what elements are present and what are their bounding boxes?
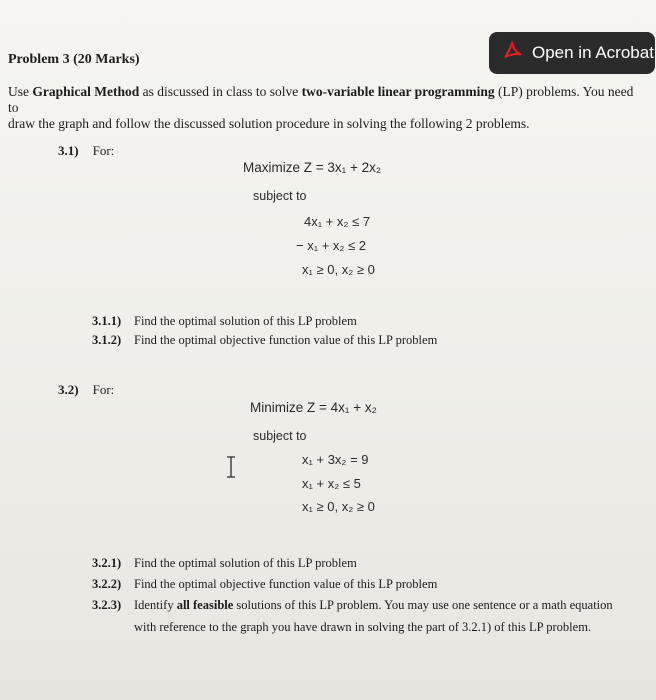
intro-line2: draw the graph and follow the discussed solution procedure in solving the following 2 problems. (8, 116, 530, 131)
q1-subpart-1-text: Find the optimal solution of this LP problem (134, 314, 357, 328)
intro-rest: (LP) problems. You need to (8, 84, 634, 115)
intro-mid: as discussed in class to solve (139, 84, 302, 99)
q1-subpart-1-num: 3.1.1) (92, 314, 122, 328)
open-in-acrobat-button[interactable] (489, 32, 655, 74)
q2-subpart-3 (92, 598, 632, 613)
q2-constraint-2: x₁ + x₂ ≤ 5 (302, 476, 361, 491)
problem-intro (8, 84, 638, 132)
q2-subpart-3-num: 3.2.3) (92, 598, 122, 612)
q2-number: 3.2) (58, 382, 79, 397)
q2-subpart-3-prefix: Identify (134, 598, 177, 612)
q2-subpart-2-text: Find the optimal objective function value of this LP problem (134, 577, 438, 591)
q1-subject-to: subject to (253, 189, 307, 203)
q2-subpart-3-rest: solutions of this LP problem. You may use one sentence or a math equation (233, 598, 613, 612)
intro-method: Graphical Method (32, 84, 140, 99)
q2-subject-to: subject to (253, 429, 307, 443)
q2-objective: Minimize Z = 4x₁ + x₂ (250, 400, 377, 415)
q1-objective: Maximize Z = 3x₁ + 2x₂ (243, 160, 382, 175)
open-in-acrobat-label: Open in Acrobat (532, 43, 654, 62)
q1-number: 3.1) (58, 143, 79, 158)
q1-for: For: (92, 143, 115, 158)
q2-constraint-1: x₁ + 3x₂ = 9 (302, 452, 369, 467)
q2-constraint-3: x₁ ≥ 0, x₂ ≥ 0 (302, 499, 375, 514)
q1-label (58, 143, 114, 159)
q2-subpart-2 (92, 577, 437, 592)
q1-subpart-2-num: 3.1.2) (92, 333, 122, 347)
intro-bold: two-variable linear programming (301, 84, 495, 99)
text-cursor-icon (224, 455, 238, 479)
q1-subpart-2-text: Find the optimal objective function value of this LP problem (134, 333, 438, 347)
q2-for: For: (92, 382, 115, 397)
intro-prefix: Use (8, 84, 33, 99)
q2-label (58, 382, 114, 398)
q1-constraint-2: − x₁ + x₂ ≤ 2 (296, 238, 367, 253)
q2-subpart-1 (92, 556, 357, 571)
q1-subpart-1 (92, 314, 357, 329)
q2-subpart-2-num: 3.2.2) (92, 577, 122, 591)
q2-subpart-1-text: Find the optimal solution of this LP problem (134, 556, 357, 570)
q2-subpart-3-bold: all feasible (176, 598, 234, 612)
problem-title: Problem 3 (20 Marks) (8, 52, 140, 67)
acrobat-icon (503, 41, 523, 66)
q1-subpart-2 (92, 333, 437, 348)
q1-constraint-3: x₁ ≥ 0, x₂ ≥ 0 (302, 262, 375, 277)
q2-subpart-1-num: 3.2.1) (92, 556, 122, 570)
q1-constraint-1: 4x₁ + x₂ ≤ 7 (304, 214, 371, 229)
q2-subpart-3-line2: with reference to the graph you have drawn in solving the part of 3.2.1) of this LP problem. (134, 620, 592, 634)
